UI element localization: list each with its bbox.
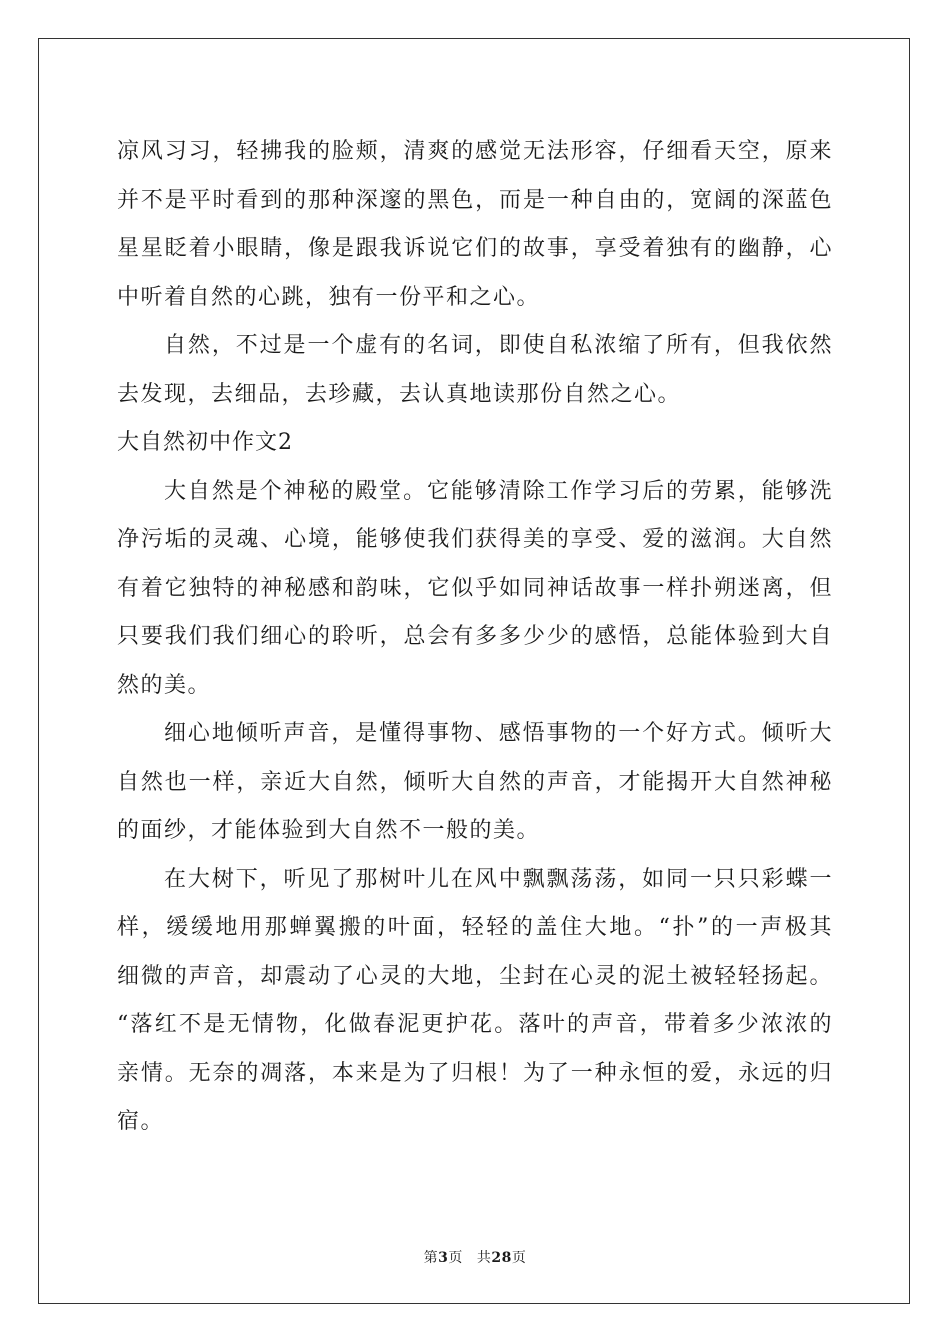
- total-pages-suffix: 页: [511, 1250, 527, 1266]
- current-page-number: 3: [438, 1250, 449, 1266]
- text-line: 去发现，去细品，去珍藏，去认真地读那份自然之心。: [117, 381, 682, 407]
- page-footer: [0, 1247, 950, 1267]
- text-line: 有着它独特的神秘感和韵味，它似乎如同神话故事一样扑朔迷离，但: [117, 575, 833, 601]
- text-line: 亲情。无奈的凋落，本来是为了归根！为了一种永恒的爱，永远的归: [117, 1060, 833, 1086]
- text-line: 凉风习习，轻拂我的脸颊，清爽的感觉无法形容，仔细看天空，原来: [117, 139, 833, 164]
- text-line: 细微的声音，却震动了心灵的大地，尘封在心灵的泥土被轻轻扬起。: [117, 963, 833, 989]
- text-line: 星星眨着小眼睛，像是跟我诉说它们的故事，享受着独有的幽静，心: [117, 236, 833, 261]
- paragraph-first-line: 在大树下，听见了那树叶儿在风中飘飘荡荡，如同一只只彩蝶一: [164, 866, 833, 892]
- text-line: 的面纱，才能体验到大自然不一般的美。: [117, 818, 541, 843]
- page-number-prefix: 第: [423, 1250, 439, 1266]
- text-line: 宿。: [117, 1109, 165, 1134]
- text-line: 并不是平时看到的那种深邃的黑色，而是一种自由的，宽阔的深蓝色: [117, 187, 833, 213]
- text-line: 样，缓缓地用那蝉翼搬的叶面，轻轻的盖住大地。“扑”的一声极其: [117, 915, 833, 940]
- total-pages-prefix: 共: [476, 1250, 492, 1266]
- paragraph-first-line: 自然，不过是一个虚有的名词，即使自私浓缩了所有，但我依然: [164, 333, 833, 358]
- text-line: “落红不是无情物，化做春泥更护花。落叶的声音，带着多少浓浓的: [117, 1012, 833, 1037]
- page-number-suffix: 页: [448, 1250, 463, 1266]
- paragraph-first-line: 大自然是个神秘的殿堂。它能够清除工作学习后的劳累，能够洗: [164, 478, 833, 504]
- document-body: [117, 128, 833, 1147]
- text-line: 净污垢的灵魂、心境，能够使我们获得美的享受、爱的滋润。大自然: [117, 527, 833, 552]
- paragraph-first-line: 细心地倾听声音，是懂得事物、感悟事物的一个好方式。倾听大: [164, 721, 833, 746]
- section-heading: 大自然初中作文2: [117, 430, 293, 455]
- text-line: 中听着自然的心跳，独有一份平和之心。: [117, 284, 541, 310]
- text-line: 然的美。: [117, 672, 212, 698]
- text-line: 只要我们我们细心的聆听，总会有多多少少的感悟，总能体验到大自: [117, 624, 833, 649]
- total-pages-number: 28: [491, 1250, 512, 1266]
- text-line: 自然也一样，亲近大自然，倾听大自然的声音，才能揭开大自然神秘: [117, 769, 833, 795]
